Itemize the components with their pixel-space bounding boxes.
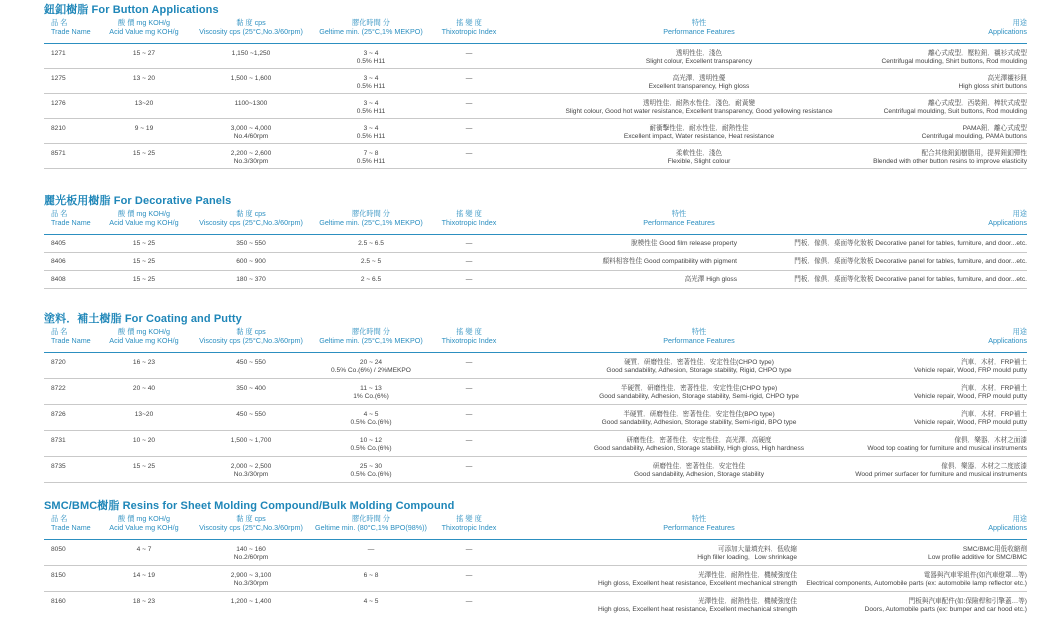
header-features: 特性 Performance Features [643, 209, 715, 227]
thixotropic: — [465, 50, 473, 57]
header-features: 特性 Performance Features [663, 514, 735, 532]
thixotropic: — [465, 359, 473, 366]
trade-name: 8722 [51, 385, 66, 392]
trade-name: 8731 [51, 437, 66, 444]
trade-name: 8406 [51, 258, 66, 265]
viscosity: 600 ~ 900 [236, 258, 266, 265]
applications: 傢俱．樂器．木材之面漆 Wood top coating for furniture and musical instruments [867, 437, 1027, 453]
applications: 配合其他鈕釦樹脂用，提昇鈕釦彈性 Blended with other button resins to improve elasticity [873, 150, 1027, 166]
table-row [44, 540, 1027, 566]
acid-value: 18 ~ 23 [132, 598, 156, 605]
viscosity: 140 ~ 160 No.2/60rpm [233, 546, 269, 562]
geltime: 2.5 ~ 5 [360, 258, 382, 265]
trade-name: 1275 [51, 75, 66, 82]
header-applications: 用途 Applications [988, 514, 1027, 532]
acid-value: 13~20 [134, 411, 154, 418]
acid-value: 15 ~ 25 [132, 463, 156, 470]
features: 半硬質．研磨性佳．密著性佳．安定性佳(CHPO type) Good sandability, Adhesion, Storage stability, Semi-rigid, CHPO type [599, 385, 799, 401]
header-features: 特性 Performance Features [663, 18, 735, 36]
acid-value: 9 ~ 19 [134, 125, 154, 132]
viscosity: 2,200 ~ 2,600 No.3/30rpm [230, 150, 272, 166]
thixotropic: — [465, 572, 473, 579]
viscosity: 2,900 ~ 3,100 No.3/30rpm [230, 572, 272, 588]
trade-name: 1271 [51, 50, 66, 57]
thixotropic: — [465, 276, 473, 283]
geltime: 2 ~ 6.5 [360, 276, 382, 283]
table-header [44, 513, 1027, 540]
acid-value: 20 ~ 40 [132, 385, 156, 392]
header-thixotropic: 搖 變 度 Thixotropic Index [441, 327, 497, 345]
viscosity: 1100~1300 [234, 100, 268, 107]
viscosity: 2,000 ~ 2,500 No.3/30rpm [230, 463, 272, 479]
viscosity: 180 ~ 370 [236, 276, 266, 283]
thixotropic: — [465, 100, 473, 107]
table-row [44, 379, 1027, 405]
header-geltime: 膠化時間 分 Geltime min. (25°C,1% MEKPO) [319, 209, 423, 227]
table-row [44, 566, 1027, 592]
features: 研磨性佳．密著性佳．安定性佳．高光澤．高硬度 Good sandability, Adhesion, Storage stability, High gloss, High hardness [593, 437, 805, 453]
applications: 門板與汽車配件(如:保險桿和引擎蓋…等) Doors, Automobile parts (ex: bumper and car hood etc.) [864, 598, 1027, 614]
trade-name: 8408 [51, 276, 66, 283]
acid-value: 4 ~ 7 [136, 546, 152, 553]
acid-value: 16 ~ 23 [132, 359, 156, 366]
header-applications: 用途 Applications [988, 18, 1027, 36]
table-row [44, 592, 1027, 617]
header-thixotropic: 搖 變 度 Thixotropic Index [441, 514, 497, 532]
applications: 離心式成型．西裝鈕．棒狀式成型 Centrifugal moulding, Suit buttons, Rod moulding [883, 100, 1027, 116]
viscosity: 350 ~ 400 [236, 385, 266, 392]
features: 高光澤．透明性優 Excellent transparency, High gloss [648, 75, 750, 91]
table-header [44, 17, 1027, 44]
geltime: 3 ~ 4 0.5% H11 [356, 100, 386, 116]
applications: 電器與汽車零組件(如汽車燈罩…等) Electrical components, Automobile parts (ex: automobile lamp reflector etc.) [806, 572, 1027, 588]
acid-value: 15 ~ 25 [132, 150, 156, 157]
viscosity: 1,500 ~ 1,600 [230, 75, 272, 82]
thixotropic: — [465, 150, 473, 157]
table-row [44, 271, 1027, 289]
applications: 汽車．木材．FRP補土 Vehicle repair, Wood, FRP mould putty [913, 359, 1027, 375]
table-row [44, 44, 1027, 69]
table-row [44, 353, 1027, 379]
geltime: 3 ~ 4 0.5% H11 [356, 125, 386, 141]
header-trade-name: 品 名 Trade Name [51, 327, 91, 345]
header-geltime: 膠化時間 分 Geltime min. (25°C,1% MEKPO) [319, 18, 423, 36]
geltime: 3 ~ 4 0.5% H11 [356, 50, 386, 66]
features: 脫模性佳 Good film release property [631, 240, 737, 247]
trade-name: 8405 [51, 240, 66, 247]
trade-name: 8571 [51, 150, 66, 157]
table-row [44, 457, 1027, 483]
trade-name: 8735 [51, 463, 66, 470]
acid-value: 15 ~ 25 [132, 276, 156, 283]
applications: 離心式成型．壓粒鈕．襯衫式成型 Centrifugal moulding, Shirt buttons, Rod moulding [881, 50, 1027, 66]
acid-value: 13 ~ 20 [132, 75, 156, 82]
header-viscosity: 黏 度 cps Viscosity cps (25°C,No.3/60rpm) [199, 18, 303, 36]
features: 可添加大量填充料．低收縮 High filler loading．Low shrinkage [697, 546, 797, 562]
table-row [44, 253, 1027, 271]
header-thixotropic: 搖 變 度 Thixotropic Index [441, 209, 497, 227]
thixotropic: — [465, 598, 473, 605]
applications: 門板．傢俱．桌面等化妝板 Decorative panel for tables, furniture, and door...etc. [794, 240, 1027, 247]
geltime: 2.5 ~ 6.5 [358, 240, 384, 247]
acid-value: 15 ~ 25 [132, 258, 156, 265]
section-smc-bmc [44, 499, 1027, 617]
geltime: 11 ~ 13 1% Co.(6%) [353, 385, 389, 401]
viscosity: 3,000 ~ 4,000 No.4/60rpm [230, 125, 272, 141]
table-header [44, 326, 1027, 353]
applications: 傢俱．樂器．木材之二度底漆 Wood primer surfacer for furniture and musical instruments [855, 463, 1027, 479]
table-row [44, 405, 1027, 431]
thixotropic: — [465, 240, 473, 247]
applications: SMC/BMC用低收縮劑 Low profile additive for SMC/BMC [928, 546, 1027, 562]
header-acid-value: 酸 價 mg KOH/g Acid Value mg KOH/g [109, 209, 179, 227]
trade-name: 8726 [51, 411, 66, 418]
thixotropic: — [465, 75, 473, 82]
thixotropic: — [465, 411, 473, 418]
geltime: 25 ~ 30 0.5% Co.(6%) [350, 463, 392, 479]
features: 顏料相容性佳 Good compatibility with pigment [602, 258, 737, 265]
section-title: 鈕釦樹脂 For Button Applications [44, 4, 219, 16]
section-title: 麗光板用樹脂 For Decorative Panels [44, 195, 232, 207]
trade-name: 8720 [51, 359, 66, 366]
acid-value: 10 ~ 20 [132, 437, 156, 444]
features: 光澤性佳．耐熱性佳．機械強度佳 High gloss, Excellent heat resistance, Excellent mechanical strength [597, 598, 797, 614]
features: 透明性佳．耐熱水性佳．淺色．耐黃變 Slight colour, Good hot water resistance, Excellent transparency, Good yellowing resistance [565, 100, 833, 116]
table-row [44, 144, 1027, 169]
section-title: SMC/BMC樹脂 Resins for Sheet Molding Compound/Bulk Molding Compound [44, 500, 455, 512]
acid-value: 14 ~ 19 [132, 572, 156, 579]
geltime: 10 ~ 12 0.5% Co.(6%) [350, 437, 392, 453]
features: 研磨性佳．密著性佳．安定性佳 Good sandability, Adhesion, Storage stability [633, 463, 765, 479]
header-trade-name: 品 名 Trade Name [51, 18, 91, 36]
header-trade-name: 品 名 Trade Name [51, 209, 91, 227]
features: 硬質．研磨性佳．密著性佳．安定性佳(CHPO type) Good sandability, Adhesion, Storage stability, Rigid, CHPO type [606, 359, 792, 375]
header-acid-value: 酸 價 mg KOH/g Acid Value mg KOH/g [109, 514, 179, 532]
table-row [44, 119, 1027, 144]
section-button [44, 3, 1027, 169]
thixotropic: — [465, 437, 473, 444]
features: 半硬質．研磨性佳．密著性佳．安定性佳(BPO type) Good sandability, Adhesion, Storage stability, Semi-rigid, BPO type [601, 411, 797, 427]
header-viscosity: 黏 度 cps Viscosity cps (25°C,No.3/60rpm) [199, 209, 303, 227]
table-row [44, 431, 1027, 457]
trade-name: 8150 [51, 572, 66, 579]
thixotropic: — [465, 463, 473, 470]
geltime: 7 ~ 8 0.5% H11 [356, 150, 386, 166]
table-header [44, 208, 1027, 235]
applications: 汽車．木材．FRP補土 Vehicle repair, Wood, FRP mould putty [913, 385, 1027, 401]
header-applications: 用途 Applications [988, 209, 1027, 227]
features: 高光澤 High gloss [684, 276, 737, 283]
thixotropic: — [465, 546, 473, 553]
applications: 門板．傢俱．桌面等化妝板 Decorative panel for tables, furniture, and door...etc. [794, 258, 1027, 265]
viscosity: 1,150 ~1,250 [231, 50, 271, 57]
viscosity: 1,200 ~ 1,400 [230, 598, 272, 605]
table-row [44, 69, 1027, 94]
table-row [44, 94, 1027, 119]
section-title: 塗料．補土樹脂 For Coating and Putty [44, 313, 242, 325]
acid-value: 13~20 [134, 100, 154, 107]
viscosity: 1,500 ~ 1,700 [230, 437, 272, 444]
header-trade-name: 品 名 Trade Name [51, 514, 91, 532]
header-thixotropic: 搖 變 度 Thixotropic Index [441, 18, 497, 36]
features: 光澤性佳．耐熱性佳．機械強度佳 High gloss, Excellent heat resistance, Excellent mechanical strength [597, 572, 797, 588]
viscosity: 350 ~ 550 [236, 240, 266, 247]
header-applications: 用途 Applications [988, 327, 1027, 345]
header-viscosity: 黏 度 cps Viscosity cps (25°C,No.3/60rpm) [199, 327, 303, 345]
applications: 高光澤襯衫鈕 High gloss shirt buttons [958, 75, 1027, 91]
geltime: — [367, 546, 375, 553]
header-acid-value: 酸 價 mg KOH/g Acid Value mg KOH/g [109, 327, 179, 345]
geltime: 4 ~ 5 [363, 598, 379, 605]
geltime: 20 ~ 24 0.5% Co.(6%) / 2%MEKPO [331, 359, 411, 375]
thixotropic: — [465, 385, 473, 392]
table-row [44, 235, 1027, 253]
geltime: 6 ~ 8 [363, 572, 379, 579]
features: 透明性佳．淺色 Slight colour, Excellent transparency [645, 50, 753, 66]
trade-name: 8210 [51, 125, 66, 132]
applications: PAMA鈕．離心式成型 Centrifugal moulding, PAMA buttons [921, 125, 1027, 141]
acid-value: 15 ~ 27 [132, 50, 156, 57]
header-geltime: 膠化時間 分 Geltime min. (80°C,1% BPO(98%)) [315, 514, 427, 532]
thixotropic: — [465, 125, 473, 132]
viscosity: 450 ~ 550 [236, 359, 266, 366]
trade-name: 1276 [51, 100, 66, 107]
applications: 汽車．木材．FRP補土 Vehicle repair, Wood, FRP mould putty [913, 411, 1027, 427]
geltime: 4 ~ 5 0.5% Co.(6%) [350, 411, 392, 427]
viscosity: 450 ~ 550 [236, 411, 266, 418]
thixotropic: — [465, 258, 473, 265]
geltime: 3 ~ 4 0.5% H11 [356, 75, 386, 91]
acid-value: 15 ~ 25 [132, 240, 156, 247]
header-viscosity: 黏 度 cps Viscosity cps (25°C,No.3/60rpm) [199, 514, 303, 532]
section-coating-putty [44, 312, 1027, 483]
features: 耐衝擊性佳．耐水性佳．耐熱性佳 Excellent impact, Water resistance, Heat resistance [623, 125, 775, 141]
header-geltime: 膠化時間 分 Geltime min. (25°C,1% MEKPO) [319, 327, 423, 345]
applications: 門板．傢俱．桌面等化妝板 Decorative panel for tables, furniture, and door...etc. [794, 276, 1027, 283]
header-features: 特性 Performance Features [663, 327, 735, 345]
trade-name: 8050 [51, 546, 66, 553]
trade-name: 8160 [51, 598, 66, 605]
section-decorative-panels [44, 194, 1027, 289]
features: 柔軟性佳．淺色 Flexible, Slight colour [667, 150, 731, 166]
header-acid-value: 酸 價 mg KOH/g Acid Value mg KOH/g [109, 18, 179, 36]
